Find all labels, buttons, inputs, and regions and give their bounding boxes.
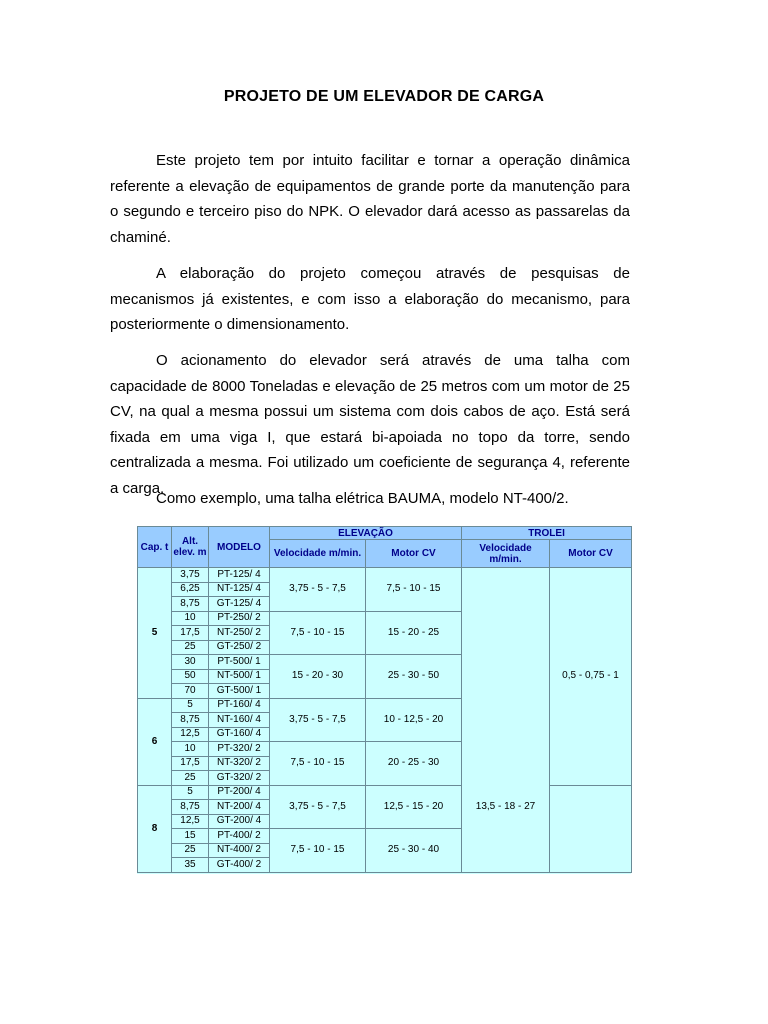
elevacao-velocidade-cell: 7,5 - 10 - 15: [270, 829, 366, 873]
header-trolei-motor: Motor CV: [550, 540, 632, 568]
modelo-cell: PT-250/ 2: [209, 611, 270, 626]
elevacao-motor-cell: 20 - 25 - 30: [366, 742, 462, 786]
modelo-cell: PT-400/ 2: [209, 829, 270, 844]
alt-cell: 25: [172, 843, 209, 858]
paragraph-4: Como exemplo, uma talha elétrica BAUMA, modelo NT-400/2.: [156, 490, 569, 507]
trolei-motor-cell: 0,5 - 0,75 - 1: [550, 568, 632, 786]
alt-cell: 5: [172, 785, 209, 800]
modelo-cell: NT-400/ 2: [209, 843, 270, 858]
alt-cell: 3,75: [172, 568, 209, 583]
alt-cell: 10: [172, 742, 209, 757]
alt-cell: 10: [172, 611, 209, 626]
modelo-cell: NT-160/ 4: [209, 713, 270, 728]
document-title: PROJETO DE UM ELEVADOR DE CARGA: [223, 88, 545, 105]
alt-cell: 8,75: [172, 597, 209, 612]
elevacao-motor-cell: 25 - 30 - 40: [366, 829, 462, 873]
alt-cell: 17,5: [172, 626, 209, 641]
trolei-motor-blank: [550, 785, 632, 872]
modelo-cell: NT-200/ 4: [209, 800, 270, 815]
alt-cell: 6,25: [172, 582, 209, 597]
header-cap: Cap. t: [138, 527, 172, 568]
elevacao-velocidade-cell: 7,5 - 10 - 15: [270, 742, 366, 786]
elevacao-velocidade-cell: 15 - 20 - 30: [270, 655, 366, 699]
alt-cell: 12,5: [172, 814, 209, 829]
modelo-cell: GT-320/ 2: [209, 771, 270, 786]
elevacao-motor-cell: 15 - 20 - 25: [366, 611, 462, 655]
alt-cell: 12,5: [172, 727, 209, 742]
alt-cell: 8,75: [172, 800, 209, 815]
elevacao-motor-cell: 10 - 12,5 - 20: [366, 698, 462, 742]
modelo-cell: NT-125/ 4: [209, 582, 270, 597]
alt-cell: 5: [172, 698, 209, 713]
elevacao-motor-cell: 12,5 - 15 - 20: [366, 785, 462, 829]
cap-cell: 6: [138, 698, 172, 785]
modelo-cell: GT-125/ 4: [209, 597, 270, 612]
alt-cell: 8,75: [172, 713, 209, 728]
header-trolei: TROLEI: [462, 527, 632, 540]
alt-cell: 17,5: [172, 756, 209, 771]
header-elevacao-motor: Motor CV: [366, 540, 462, 568]
header-alt-elev: Alt. elev. m: [172, 527, 209, 568]
cap-cell: 5: [138, 568, 172, 699]
alt-cell: 25: [172, 640, 209, 655]
modelo-cell: GT-200/ 4: [209, 814, 270, 829]
trolei-velocidade-cell: 13,5 - 18 - 27: [462, 742, 550, 873]
elevacao-velocidade-cell: 3,75 - 5 - 7,5: [270, 698, 366, 742]
alt-cell: 15: [172, 829, 209, 844]
alt-cell: 50: [172, 669, 209, 684]
elevacao-velocidade-cell: 3,75 - 5 - 7,5: [270, 785, 366, 829]
modelo-cell: GT-160/ 4: [209, 727, 270, 742]
modelo-cell: PT-500/ 1: [209, 655, 270, 670]
modelo-cell: PT-125/ 4: [209, 568, 270, 583]
elevacao-velocidade-cell: 3,75 - 5 - 7,5: [270, 568, 366, 612]
trolei-velocidade-blank: [462, 568, 550, 742]
alt-cell: 70: [172, 684, 209, 699]
header-elevacao-velocidade: Velocidade m/min.: [270, 540, 366, 568]
modelo-cell: GT-250/ 2: [209, 640, 270, 655]
alt-cell: 25: [172, 771, 209, 786]
modelo-cell: GT-400/ 2: [209, 858, 270, 873]
modelo-cell: PT-320/ 2: [209, 742, 270, 757]
modelo-cell: PT-200/ 4: [209, 785, 270, 800]
modelo-cell: PT-160/ 4: [209, 698, 270, 713]
alt-cell: 30: [172, 655, 209, 670]
elevacao-motor-cell: 7,5 - 10 - 15: [366, 568, 462, 612]
header-modelo: MODELO: [209, 527, 270, 568]
elevacao-motor-cell: 25 - 30 - 50: [366, 655, 462, 699]
paragraph-2: A elaboração do projeto começou através de pesquisas de mecanismos já existentes, e com isso a elaboração do mecanismo, para posteriormente o dimensionamento.: [110, 265, 630, 334]
alt-cell: 35: [172, 858, 209, 873]
paragraph-3: O acionamento do elevador será através de uma talha com capacidade de 8000 Toneladas e elevação de 25 metros com um motor de 25 CV, na qual a mesma possui um sistema com dois cabos de aço. Está será fixada em uma viga I, que estará bi-apoiada no topo da torre, sendo centralizada a mesma. Foi utilizado um coeficiente de segurança 4, referente a carga.: [110, 352, 630, 497]
cap-cell: 8: [138, 785, 172, 872]
modelo-cell: NT-500/ 1: [209, 669, 270, 684]
modelo-cell: NT-320/ 2: [209, 756, 270, 771]
modelo-cell: NT-250/ 2: [209, 626, 270, 641]
paragraph-1: Este projeto tem por intuito facilitar e tornar a operação dinâmica referente a elevação de equipamentos de grande porte da manutenção para o segundo e terceiro piso do NPK. O elevador dará acesso as passarelas da chaminé.: [110, 152, 630, 246]
hoist-spec-table: [137, 526, 632, 873]
hoist-spec-table-image: [137, 526, 631, 874]
header-elevacao: ELEVAÇÃO: [270, 527, 462, 540]
modelo-cell: GT-500/ 1: [209, 684, 270, 699]
header-trolei-velocidade: Velocidade m/min.: [462, 540, 550, 568]
elevacao-velocidade-cell: 7,5 - 10 - 15: [270, 611, 366, 655]
